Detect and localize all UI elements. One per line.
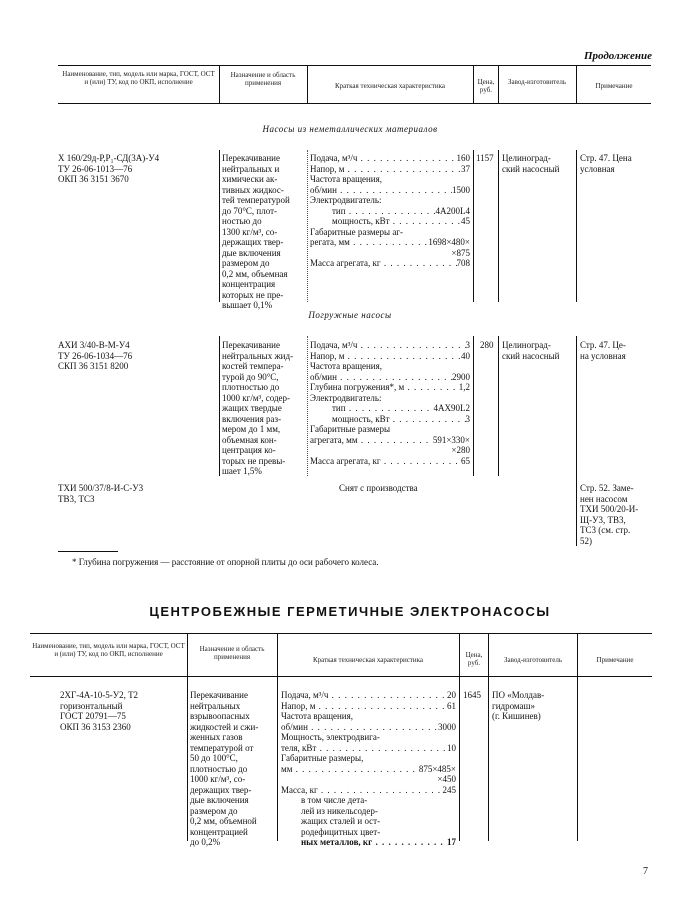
spec-key: Подача, м³/ч . . . [310,340,466,351]
t2-col-note-line [577,633,578,841]
t1-col-note-line-1 [576,150,577,302]
spec-text: ×875 [451,247,470,258]
page-number: 7 [643,866,648,877]
spec-key: об/мин . . . [310,185,452,196]
t1-header-name: Наименование, тип, модель или марка, ГОСТ, ОСТ и (или) ТУ, код по ОКП, исполнение [62,70,215,86]
spec-text: Электродвигатель: [310,392,382,403]
spec-key: Напор, м . . . [310,164,461,175]
t2-row1-spec [281,690,456,848]
table2-header-rule [30,676,652,677]
spec-val: 61 [447,700,456,711]
table2-top-rule [30,633,652,634]
t1-section-nonmetal: Насосы из неметаллических материалов [262,124,438,134]
t1-hcol-1 [219,65,220,103]
spec-key: Масса, кг . . . [281,785,443,796]
spec-val: 4АХ90L2 [433,403,470,413]
t1-col-spec-line-1 [307,150,308,302]
t1-hcol-4 [498,65,499,103]
spec-val: 40 [461,350,470,361]
spec-text: Частота вращения, [281,711,354,721]
spec-val: 591×330× [432,434,470,445]
spec-key: Напор, м . . . [310,351,461,362]
t2-row1-price: 1645 [463,690,481,700]
spec-val: 708 [456,258,470,268]
t2-col-purpose-line [187,633,188,841]
spec-key: Масса агрегата, кг . . . [310,258,457,269]
spec-val: 65 [461,455,470,466]
t1-hcol-5 [576,65,577,103]
t1-col-maker-line-1 [498,150,499,302]
spec-text: Электродвигатель: [310,195,382,205]
spec-val: 1698×480× [428,237,470,247]
spec-key: об/мин . . . [310,372,452,383]
section-title: ЦЕНТРОБЕЖНЫЕ ГЕРМЕТИЧНЫЕ ЭЛЕКТРОНАСОСЫ [149,604,551,619]
spec-val: 1500 [452,184,470,195]
spec-text: ×280 [451,445,470,455]
spec-text: в том числе дета- лей из никельсодер- жащих сталей и ост- родефицитных цвет- [301,795,381,837]
t2-header-purpose: Назначение и область применения [199,645,265,661]
spec-key: об/мин . . . [281,722,438,733]
spec-key: Подача, м³/ч . . . [310,153,457,164]
t2-header-price: Цена, руб. [465,651,483,667]
t1-row3-name: ТХИ 500/37/8-И-С-У3 ТВ3, ТС3 [58,483,144,504]
spec-val: 45 [461,216,470,226]
t2-header-spec: Краткая техническая характеристика [312,656,424,664]
t2-header-name: Наименование, тип, модель или марка, ГОСТ, ОСТ и (или) ТУ, код по ОКП, исполнение [32,642,185,658]
t1-row2-maker: Целиноград- ский насосный [502,340,560,361]
spec-key: агрегата, мм . . . [310,435,433,446]
t1-row2-note: Стр. 47. Це- на условная [580,340,626,361]
t1-header-spec: Краткая техническая характеристика [334,82,446,90]
t1-row3-spec: Снят с производства [339,483,418,493]
t1-hcol-2 [307,65,308,103]
t1-col-note-line-2 [576,336,577,546]
spec-text: Габаритные размеры [310,424,391,434]
spec-key: мощность, кВт . . . [332,216,461,227]
spec-val: 17 [447,837,456,847]
t1-row1-price: 1157 [476,153,494,163]
spec-key: тип . . . [332,403,434,414]
t1-row2-name: АХИ 3/40-В-М-У4 ТУ 26-06-1034—76 СКП 36 3151 8200 [58,340,133,371]
t2-col-spec-line [277,633,278,841]
spec-text: Габаритные размеры, [281,753,364,763]
t1-col-price-line-2 [473,336,474,476]
spec-val: 875×485× [418,763,456,774]
spec-text: Частота вращения, [310,361,383,371]
table1-top-rule [58,65,651,66]
spec-key: теля, кВт . . . [281,743,447,754]
spec-key: Глубина погружения*, м . . . [310,382,459,393]
spec-val: 3 [465,413,470,424]
t1-row1-maker: Целиноград- ский насосный [502,153,560,174]
footnote-rule [58,551,118,552]
spec-val: 37 [461,163,470,174]
spec-val: 245 [442,784,456,795]
t2-row1-purpose: Перекачивание нейтральных взрывоопасных жидкостей и сжи- женных газов температурой от 50 до 100°С, плотностью до 1000 кг/м³, со- держащих твер- дые включения размером до 0,2 мм, объемной концентрацией до 0,2% [190,690,259,847]
t1-row3-note: Стр. 52. Заме- нен насосом ТХИ 500/20-И- Щ-У3, ТВ3, ТС3 (см. стр. 52) [580,483,639,546]
spec-val: 160 [456,153,470,163]
t1-row1-note: Стр. 47. Цена условная [580,153,632,174]
t1-row1-spec [310,153,470,269]
spec-key: Напор, м . . . [281,701,447,712]
t1-row1-name: Х 160/29д-Р,Р₁-СД(3А)-У4 ТУ 26-06-1013—76 ОКП 36 3151 3670 [58,153,160,184]
table1-header-rule [58,103,651,104]
footnote: * Глубина погружения — расстояние от опорной плиты до оси рабочего колеса. [72,557,379,567]
spec-key: тип . . . [332,206,436,217]
spec-key: Масса агрегата, кг . . . [310,456,461,467]
t1-header-purpose: Назначение и область применения [230,71,296,87]
spec-text: Мощность, электродвига- [281,732,380,742]
spec-val: 20 [447,690,456,700]
t1-col-maker-line-2 [498,336,499,476]
t1-row2-purpose: Перекачивание нейтральных жид- костей темпера- турой до 90°С, плотностью до 1000 кг/м³, содер- жащих твердые включения раз- мером до 1 мм, объемная кон- центрация ко- торых не превы- шает 1,5% [222,340,294,476]
spec-val: 4А200L4 [435,205,470,216]
t1-col-price-line-1 [473,150,474,302]
spec-key: регата, мм . . . [310,237,428,248]
spec-text: ×450 [437,774,456,784]
t1-row2-spec [310,340,470,466]
t1-section-submersible: Погружные насосы [308,310,392,320]
t2-row1-name: 2ХГ-4А-10-5-У2, Т2 горизонтальный ГОСТ 20791—75 ОКП 36 3153 2360 [60,690,139,732]
spec-text: Частота вращения, [310,174,383,184]
spec-key: мощность, кВт . . . [332,414,466,425]
spec-val: 10 [447,742,456,753]
spec-val: 3 [465,340,470,350]
t1-header-note: Примечание [595,82,633,90]
spec-key: ных металлов, кг . . . [301,837,447,848]
t1-col-spec-line-2 [307,336,308,476]
t1-row2-price: 280 [480,340,494,350]
spec-val: 2900 [452,371,470,382]
spec-key: Подача, м³/ч . . . [281,690,447,701]
spec-key: мм . . . [281,764,419,775]
spec-text: Габаритные размеры аг- [310,226,403,237]
spec-val: 1,2 [458,382,470,392]
t1-col-purpose-line-1 [219,150,220,302]
continuation-label: Продолжение [583,50,652,62]
spec-val: 3000 [438,721,456,732]
t1-header-price: Цена, руб. [477,78,495,94]
t2-header-maker: Завод-изготовитель [503,656,563,664]
t2-header-note: Примечание [596,656,634,664]
t2-col-maker-line [488,633,489,841]
t1-header-maker: Завод-изготовитель [507,78,567,86]
t2-row1-maker: ПО «Молдав- гидромаш» (г. Кишинев) [492,690,545,721]
t1-col-purpose-line-2 [219,336,220,476]
t1-row1-purpose: Перекачивание нейтральных и химически ак- тивных жидкос- тей температурой до 70°С, плот- ностью до 1300 кг/м³, со- держащих твер- дые включения размером до 0,2 мм, объемная концентрация которых не пре- вышает 0,1% [222,153,290,310]
